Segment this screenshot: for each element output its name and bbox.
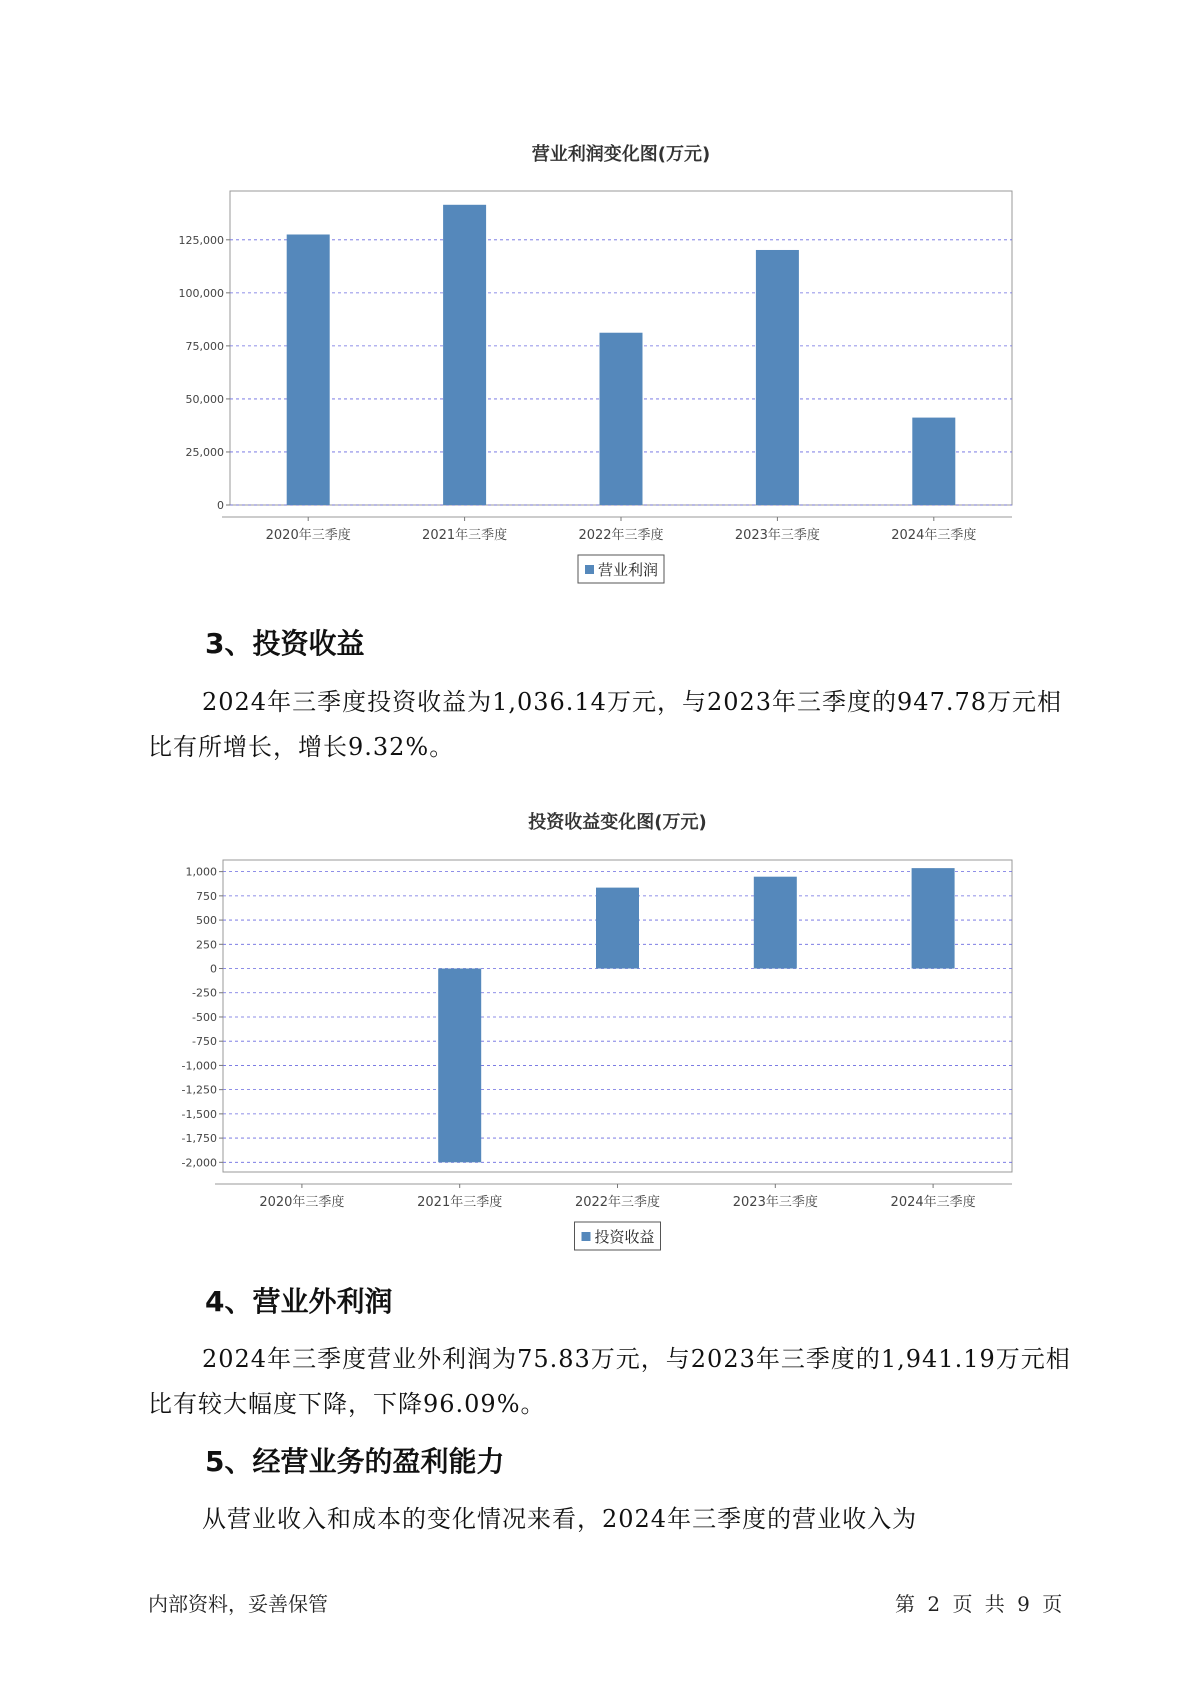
investment-income-chart-svg [0,798,1191,1258]
x-tick-label: 2024年三季度 [891,528,977,543]
legend-swatch [585,565,594,574]
y-tick-label: -750 [192,1035,217,1049]
y-tick-label: -1,250 [181,1083,217,1097]
legend-label: 营业利润 [598,561,659,579]
x-tick-label: 2023年三季度 [734,528,820,543]
x-tick-label: 2020年三季度 [259,1195,345,1210]
y-tick-label: -2,000 [181,1156,217,1170]
operating-profitability-paragraph: 从营业收入和成本的变化情况来看，2024年三季度的营业收入为 [202,1505,918,1533]
bar [600,333,643,505]
investment-income-paragraph: 2024年三季度投资收益为1,036.14万元，与2023年三季度的947.78万元相比有所增长，增长9.32%。 [148,688,1063,761]
footer-page-number: 第 2 页 共 9 页 [895,1592,1063,1616]
y-tick-label: 50,000 [185,392,224,406]
bar [912,418,955,505]
operating-profit-chart-svg [0,130,1191,590]
y-tick-label: 250 [196,938,217,952]
x-tick-label: 2020年三季度 [265,528,351,543]
bar [754,877,797,969]
y-tick-label: 125,000 [178,233,224,247]
bar [287,234,330,505]
bar [756,250,799,505]
y-tick-label: 75,000 [185,339,224,353]
operating-profit-chart [0,130,1191,590]
chart-title: 投资收益变化图(万元) [528,812,707,833]
y-tick-label: 0 [210,962,217,976]
y-tick-label: -1,750 [181,1132,217,1146]
investment-income-chart [0,798,1191,1258]
x-tick-label: 2022年三季度 [574,1195,661,1210]
x-tick-label: 2023年三季度 [732,1195,818,1210]
y-tick-label: 750 [196,889,217,903]
y-tick-label: 500 [196,914,217,928]
legend-swatch [582,1232,591,1241]
x-tick-label: 2021年三季度 [417,1195,503,1210]
y-tick-label: -1,000 [181,1059,217,1073]
bar [443,205,486,505]
bar [438,969,481,1163]
bar [596,888,639,969]
y-tick-label: 1,000 [185,865,217,879]
legend-label: 投资收益 [594,1228,655,1246]
x-tick-label: 2022年三季度 [578,528,664,543]
y-tick-label: -250 [192,986,217,1000]
chart-title: 营业利润变化图(万元) [531,144,711,165]
y-tick-label: -500 [192,1010,217,1024]
section-heading-investment-income: 3、投资收益 [205,627,365,660]
section-heading-non-operating-profit: 4、营业外利润 [205,1285,393,1318]
bar [912,868,955,968]
y-tick-label: 100,000 [178,286,224,300]
y-tick-label: 0 [217,499,224,512]
y-tick-label: -1,500 [181,1107,217,1121]
x-tick-label: 2021年三季度 [422,528,508,543]
x-tick-label: 2024年三季度 [890,1195,976,1210]
chart-legend [578,555,664,583]
non-operating-profit-paragraph: 2024年三季度营业外利润为75.83万元，与2023年三季度的1,941.19万元相比有较大幅度下降，下降96.09%。 [148,1345,1071,1418]
y-tick-label: 25,000 [185,445,224,459]
chart-legend [575,1222,661,1250]
footer-confidential-note: 内部资料，妥善保管 [148,1592,328,1616]
section-heading-operating-profitability: 5、经营业务的盈利能力 [205,1445,505,1478]
